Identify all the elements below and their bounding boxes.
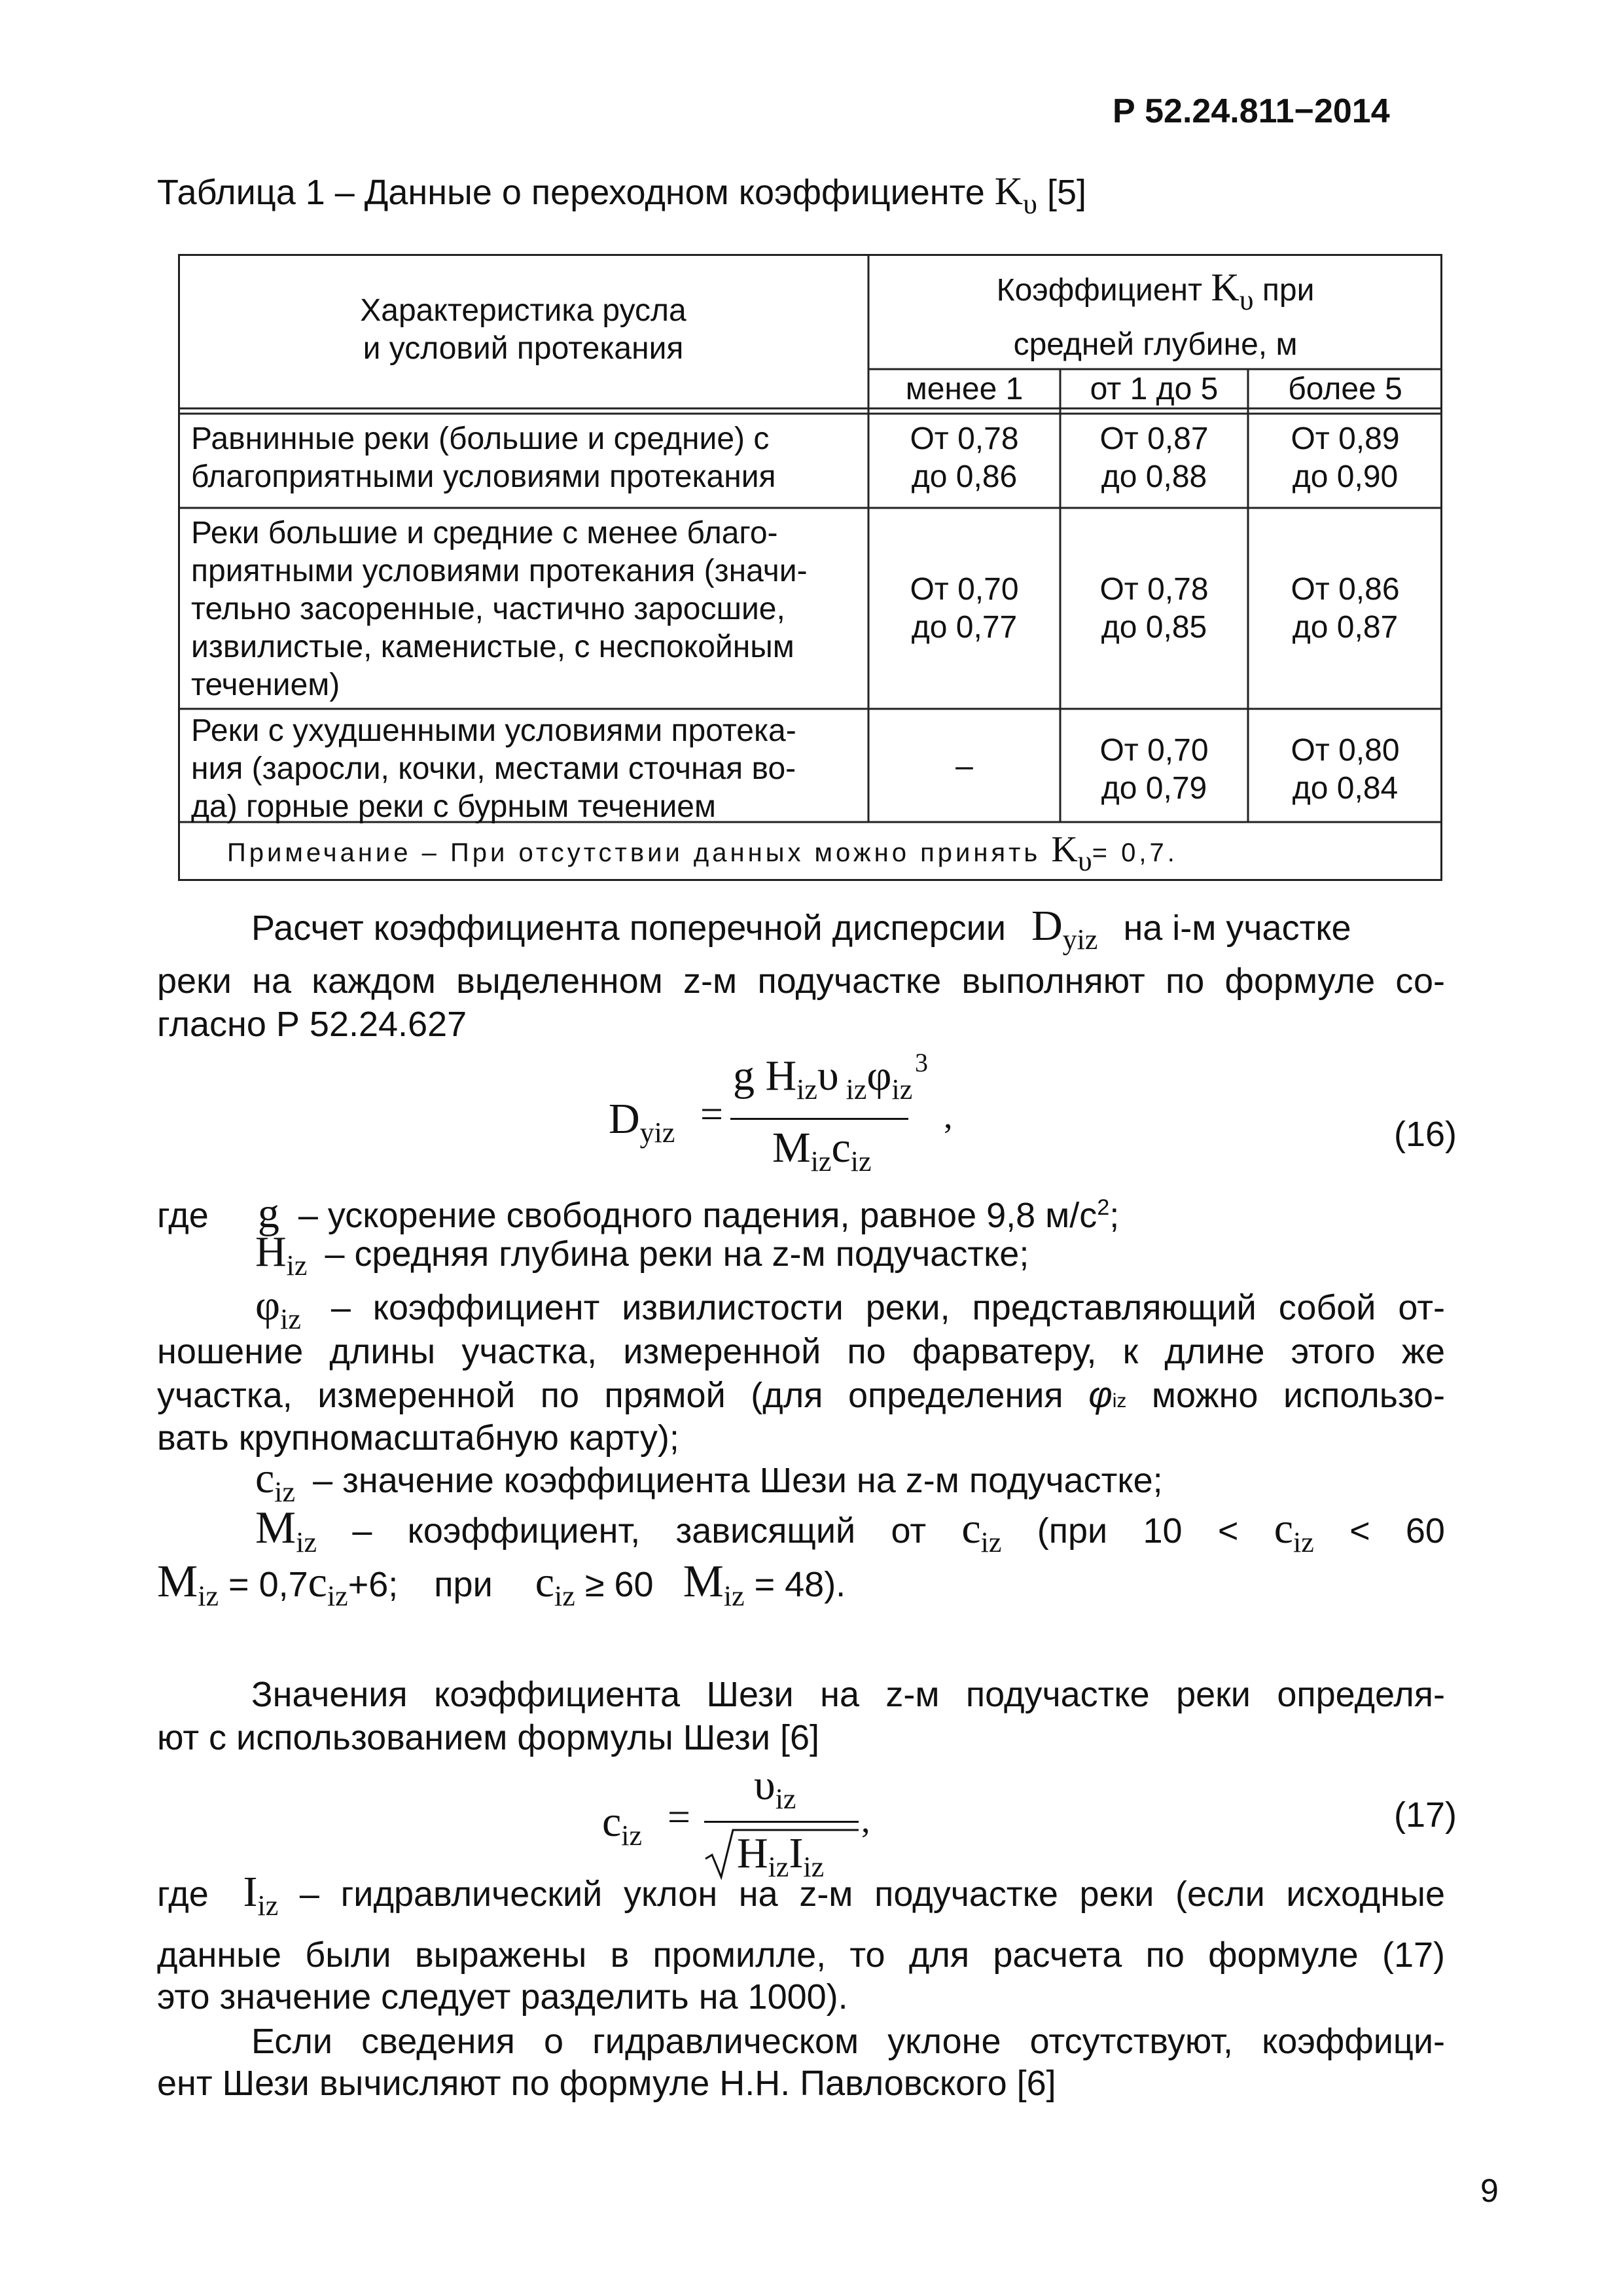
paragraph-1-line-1: Расчет коэффициента поперечной дисперсии $D_{yiz}$ на i-м участке <box>251 902 1351 956</box>
row1-value-2: От 0,87 до 0,88 <box>1099 422 1209 494</box>
caption-symbol-sub: υ <box>1023 188 1037 220</box>
row3-value-3: От 0,80 до 0,84 <box>1291 733 1400 806</box>
def-phi-line-4: вать крупномасштабную карту); <box>157 1418 679 1458</box>
row2-value-2: От 0,78 до 0,85 <box>1099 572 1209 645</box>
subheader-less-1: менее 1 <box>905 372 1024 406</box>
equation-number-17: (17) <box>1394 1795 1457 1835</box>
header-characteristic: Характеристика русла и условий протекания <box>360 293 687 366</box>
caption-ref: [5] <box>1046 173 1086 212</box>
fraction-bar <box>704 1821 859 1823</box>
row2-value-3: От 0,86 до 0,87 <box>1291 572 1400 645</box>
paragraph-3-line-1: Если сведения о гидравлическом уклоне отсутствуют, коэффици- <box>251 2022 1445 2061</box>
def-phi: $\varphi_{iz}$ – коэффициент извилистости реки, представляющий собой от- <box>255 1282 1445 1335</box>
k-symbol: K <box>1211 266 1240 309</box>
paragraph-2-line-1: Значения коэффициента Шези на z-м подучастке реки определя- <box>251 1675 1445 1714</box>
def-g: где g – ускорение свободного падения, равное 9,8 $м/с^2$; <box>157 1189 1120 1237</box>
def-m: $M_{iz}$ – коэффициент, зависящий от $c_{iz}$ (при $10 < c_{iz} < 60$ <box>255 1503 1445 1558</box>
row2-value-1: От 0,70 до 0,77 <box>910 572 1019 645</box>
paragraph-1-line-2: реки на каждом выделенном z-м подучастке выполняют по формуле со- <box>157 961 1445 1001</box>
row2-description: Реки большие и средние с менее благо- приятными условиями протекания (значи- тельно засоренные, частично заросшие, извилистые, каменистые, с неспокойным течением) <box>191 516 808 702</box>
def-c: $c_{iz}$ – значение коэффициента Шези на z-м подучастке; <box>255 1454 1163 1508</box>
paragraph-3-line-2: ент Шези вычисляют по формуле Н.Н. Павловского [6] <box>157 2064 1056 2103</box>
def-i-line-3: это значение следует разделить на 1000). <box>157 1977 848 2017</box>
document-code: Р 52.24.811−2014 <box>1113 92 1390 130</box>
row1-description: Равнинные реки (большие и средние) с благоприятными условиями протекания <box>191 422 776 494</box>
subheader-1-to-5: от 1 до 5 <box>1090 372 1219 406</box>
table-note: Примечание – При отсутствии данных можно принять Kυ= 0,7. <box>227 829 1178 877</box>
subheader-more-5: более 5 <box>1288 372 1402 406</box>
row1-value-1: От 0,78 до 0,86 <box>910 422 1019 494</box>
header-coefficient: Коэффициент Kυ при средней глубине, м <box>996 266 1315 362</box>
def-i: где $I_{iz}$ – гидравлический уклон на z-м подучастке реки (если исходные <box>157 1868 1445 1922</box>
def-phi-line-3: участка, измеренной по прямой (для определения φiz можно использо- <box>157 1374 1445 1415</box>
coefficient-table <box>178 254 1442 881</box>
row3-value-1: – <box>955 749 973 783</box>
paragraph-2-line-2: ют с использованием формулы Шези [6] <box>157 1718 820 1757</box>
caption-text: Таблица 1 – Данные о переходном коэффициенте <box>157 173 985 212</box>
formula-17: $c_{iz}$ = $\upsilon_{iz}$ $H_{iz}I_{iz}$ , <box>602 1761 870 1883</box>
def-m-line-2: $M_{iz} = 0,7c_{iz}+6$; при $c_{iz} \ge 60$ $M_{iz} = 48$). <box>157 1556 846 1612</box>
fraction-bar <box>730 1118 908 1120</box>
def-i-line-2: данные были выражены в промилле, то для расчета по формуле (17) <box>157 1935 1445 1975</box>
page-number: 9 <box>1480 2172 1499 2209</box>
def-h: $H_{iz}$ – средняя глубина реки на z-м подучастке; <box>255 1228 1029 1282</box>
formula-16: $D_{yiz}$ = g $H_{iz}\upsilon$ $_{iz}\varphi_{iz}$ 3 $M_{iz}c_{iz}$ , <box>609 1048 953 1177</box>
table-caption <box>157 169 1086 221</box>
row1-value-3: От 0,89 до 0,90 <box>1291 422 1400 494</box>
row3-value-2: От 0,70 до 0,79 <box>1099 733 1209 806</box>
def-phi-line-2: ношение длины участка, измеренной по фарватеру, к длине этого же <box>157 1332 1445 1371</box>
paragraph-1-line-3: гласно Р 52.24.627 <box>157 1005 467 1044</box>
caption-symbol: K <box>994 170 1024 213</box>
row3-description: Реки с ухудшенными условиями протека- ния (заросли, кочки, местами сточная во- да) горные реки с бурным течением <box>191 713 796 824</box>
equation-number-16: (16) <box>1394 1115 1457 1154</box>
